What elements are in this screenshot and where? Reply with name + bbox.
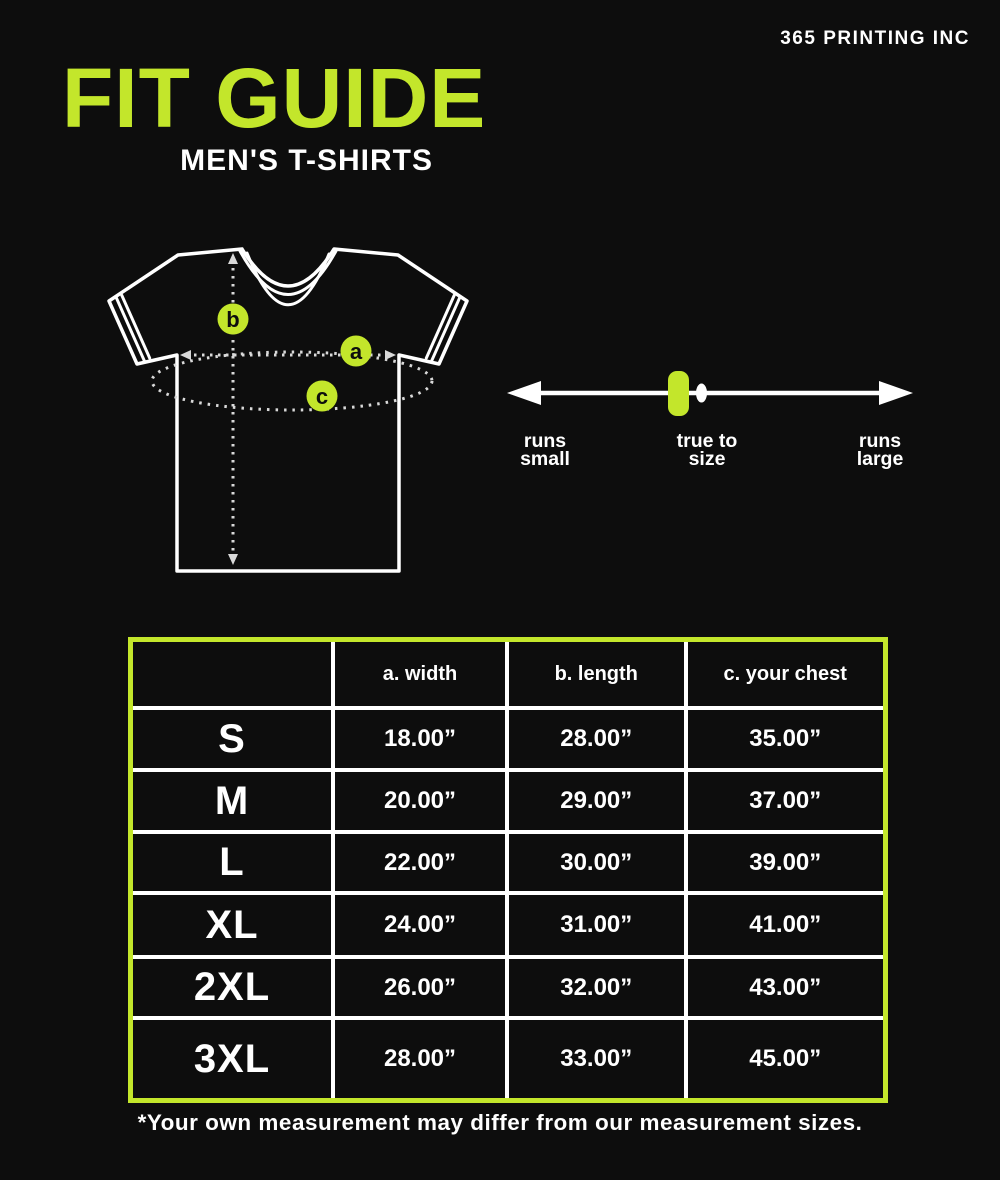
header-block	[62, 51, 487, 178]
chest-dotted-ellipse	[152, 352, 432, 410]
table-row-size: L	[133, 830, 331, 891]
table-row-chest: 41.00”	[684, 891, 884, 955]
scale-arrow-left-icon	[507, 381, 541, 405]
marker-a-label: a	[349, 339, 363, 364]
page-title: FIT GUIDE	[62, 51, 487, 145]
table-header-blank	[133, 642, 331, 706]
scale-arrow-right-icon	[879, 381, 913, 405]
marker-b-label: b	[226, 307, 240, 332]
table-row-length: 32.00”	[505, 955, 684, 1016]
fit-scale-labels	[505, 432, 915, 478]
table-row-width: 18.00”	[331, 706, 505, 768]
table-header-chest: c. your chest	[684, 642, 884, 706]
table-row-size: S	[133, 706, 331, 768]
footnote: *Your own measurement may differ from our measurement sizes.	[137, 1110, 863, 1135]
table-row-width: 26.00”	[331, 955, 505, 1016]
page-subtitle: MEN'S T-SHIRTS	[180, 144, 433, 177]
table-row-length: 30.00”	[505, 830, 684, 891]
table-row-chest: 39.00”	[684, 830, 884, 891]
table-row-size: XL	[133, 891, 331, 955]
brand-name: 365 PRINTING INC	[780, 28, 970, 49]
tshirt-measurement-diagram	[90, 238, 480, 578]
size-table	[128, 637, 888, 1103]
table-header-length: b. length	[505, 642, 684, 706]
scale-label-runs-large: runs large	[856, 430, 904, 470]
table-row-size: M	[133, 768, 331, 830]
table-row-length: 33.00”	[505, 1016, 684, 1098]
table-row-chest: 43.00”	[684, 955, 884, 1016]
tshirt-outline-icon	[109, 249, 467, 571]
table-row-width: 20.00”	[331, 768, 505, 830]
table-row-size: 2XL	[133, 955, 331, 1016]
table-row-width: 22.00”	[331, 830, 505, 891]
table-row-length: 29.00”	[505, 768, 684, 830]
measurement-arrowheads	[180, 253, 396, 565]
marker-badges	[218, 304, 372, 412]
table-row-width: 24.00”	[331, 891, 505, 955]
table-row-width: 28.00”	[331, 1016, 505, 1098]
marker-c-label: c	[315, 384, 329, 409]
table-row-length: 31.00”	[505, 891, 684, 955]
table-row-length: 28.00”	[505, 706, 684, 768]
table-row-chest: 37.00”	[684, 768, 884, 830]
fit-scale-slider	[505, 358, 915, 430]
table-row-chest: 45.00”	[684, 1016, 884, 1098]
scale-label-runs-small: runs small	[520, 430, 570, 470]
scale-handle	[668, 371, 689, 416]
table-header-width: a. width	[331, 642, 505, 706]
scale-label-true-to-size: true to size	[676, 430, 738, 470]
scale-dot	[696, 384, 707, 403]
table-row-size: 3XL	[133, 1016, 331, 1098]
table-row-chest: 35.00”	[684, 706, 884, 768]
